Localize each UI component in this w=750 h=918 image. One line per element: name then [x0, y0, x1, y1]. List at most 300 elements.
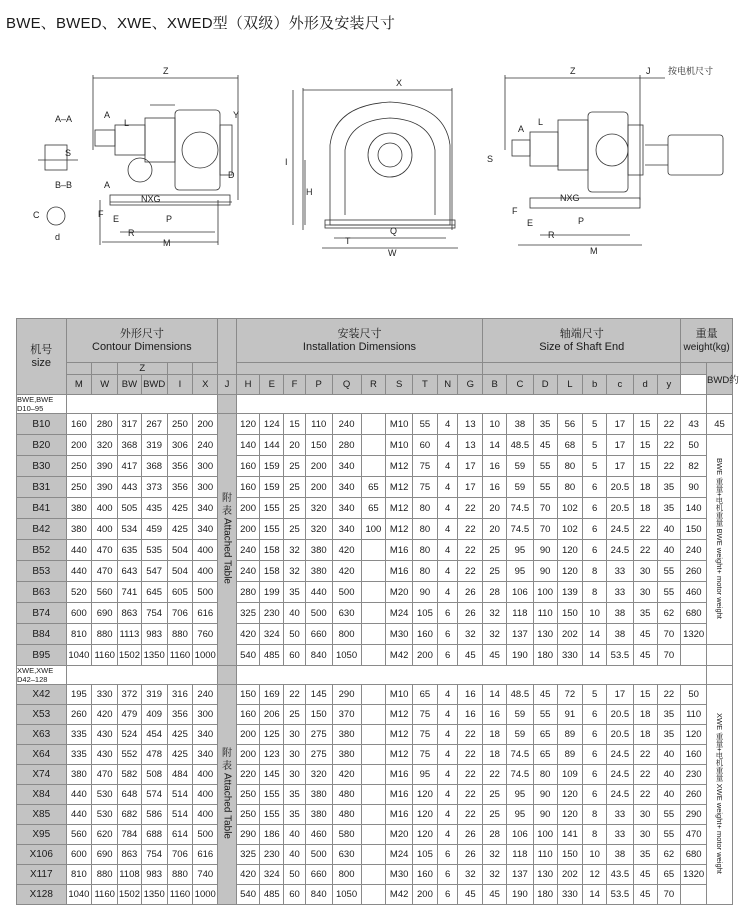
- value-cell: 35: [284, 582, 306, 603]
- value-cell: 45: [483, 645, 507, 666]
- value-cell: M12: [386, 456, 413, 477]
- column-header-b: b: [583, 375, 607, 395]
- value-cell: 43.5: [607, 865, 634, 885]
- table-row: [17, 825, 733, 845]
- value-cell: 195: [66, 685, 92, 705]
- front-view-drawing: [293, 88, 458, 248]
- label-m2: M: [590, 246, 598, 256]
- side-view-drawing: [38, 75, 238, 245]
- value-cell: 26: [458, 582, 483, 603]
- value-cell: 74.5: [506, 745, 533, 765]
- value-cell: 425: [167, 725, 193, 745]
- value-cell: 690: [92, 845, 118, 865]
- value-cell: 485: [260, 885, 284, 905]
- value-cell: 75: [413, 705, 438, 725]
- value-cell: M12: [386, 498, 413, 519]
- label-a3: A: [518, 124, 525, 134]
- value-cell: 4: [437, 456, 458, 477]
- z-header: Z: [118, 363, 168, 375]
- label-s2: S: [487, 154, 494, 164]
- value-cell: 90: [681, 477, 707, 498]
- table-row: [17, 603, 733, 624]
- value-cell: 105: [413, 603, 438, 624]
- contour-header: 外形尺寸 Contour Dimensions: [66, 319, 218, 363]
- value-cell: 682: [118, 805, 142, 825]
- value-cell: 30: [284, 745, 306, 765]
- value-cell: 40: [657, 745, 681, 765]
- value-cell: 75: [413, 477, 438, 498]
- value-cell: 800: [332, 624, 361, 645]
- value-cell: 53.5: [607, 645, 634, 666]
- model-cell: B53: [17, 561, 67, 582]
- value-cell: 25: [483, 561, 507, 582]
- band-blank: [66, 395, 218, 414]
- model-cell: X117: [17, 865, 67, 885]
- model-cell: X63: [17, 725, 67, 745]
- column-header-i: I: [167, 375, 193, 395]
- label-a1: A: [104, 110, 111, 120]
- value-cell: 16: [483, 477, 507, 498]
- value-cell: 863: [118, 845, 142, 865]
- y-spacer: [681, 363, 707, 375]
- value-cell: 45: [458, 645, 483, 666]
- value-cell: 500: [305, 603, 332, 624]
- value-cell: 160: [413, 865, 438, 885]
- value-cell: 45: [633, 865, 657, 885]
- value-cell: 17: [607, 456, 634, 477]
- label-r2: R: [548, 230, 555, 240]
- value-cell: 40: [284, 603, 306, 624]
- value-cell: 316: [167, 685, 193, 705]
- value-cell: M42: [386, 885, 413, 905]
- value-cell: 420: [332, 540, 361, 561]
- value-cell: 80: [413, 561, 438, 582]
- value-cell: 6: [437, 624, 458, 645]
- value-cell: 356: [167, 477, 193, 498]
- value-cell: 380: [305, 561, 332, 582]
- value-cell: 59: [506, 705, 533, 725]
- value-cell: 500: [193, 582, 218, 603]
- value-cell: 540: [236, 645, 260, 666]
- value-cell: 120: [681, 725, 707, 745]
- group-label-bwe: BWE,BWE D10–95: [17, 395, 67, 414]
- value-cell: 540: [236, 885, 260, 905]
- value-cell: 435: [141, 498, 167, 519]
- value-cell: 400: [193, 765, 218, 785]
- value-cell: 15: [633, 456, 657, 477]
- shaft-spacer: [483, 363, 681, 375]
- value-cell: M16: [386, 805, 413, 825]
- value-cell: 4: [437, 785, 458, 805]
- value-cell: 417: [118, 456, 142, 477]
- value-cell: 535: [141, 540, 167, 561]
- model-cell: X42: [17, 685, 67, 705]
- table-row: [17, 540, 733, 561]
- bwd-weight-cell: 45: [707, 414, 733, 435]
- value-cell: 400: [92, 498, 118, 519]
- value-cell: 430: [92, 725, 118, 745]
- value-cell: 1160: [167, 885, 193, 905]
- page-title: BWE、BWED、XWE、XWED型（双级）外形及安装尺寸: [6, 15, 396, 32]
- value-cell: 20.5: [607, 725, 634, 745]
- value-cell: 6: [437, 885, 458, 905]
- value-cell: 202: [557, 624, 583, 645]
- value-cell: 120: [557, 805, 583, 825]
- value-cell: 43: [681, 414, 707, 435]
- table-row: [17, 582, 733, 603]
- value-cell: 150: [557, 603, 583, 624]
- column-header-d: D: [533, 375, 557, 395]
- value-cell: 200: [413, 645, 438, 666]
- label-l2: L: [538, 117, 544, 127]
- value-cell: 5: [583, 435, 607, 456]
- value-cell: 534: [118, 519, 142, 540]
- value-cell: 102: [557, 498, 583, 519]
- value-cell: 1160: [167, 645, 193, 666]
- value-cell: 605: [167, 582, 193, 603]
- value-cell: 180: [533, 645, 557, 666]
- value-cell: 45: [633, 624, 657, 645]
- value-cell: 340: [332, 477, 361, 498]
- shaft-header: 轴端尺寸 Size of Shaft End: [483, 319, 681, 363]
- model-cell: B63: [17, 582, 67, 603]
- table-row: [17, 414, 733, 435]
- value-cell: [361, 685, 386, 705]
- j-spacer: [218, 319, 237, 375]
- value-cell: 158: [260, 561, 284, 582]
- value-cell: 340: [332, 519, 361, 540]
- column-header-n: N: [437, 375, 458, 395]
- value-cell: 620: [92, 825, 118, 845]
- label-aa: A–A: [55, 114, 73, 124]
- column-header-m: M: [66, 375, 92, 395]
- value-cell: [361, 745, 386, 765]
- value-cell: 420: [236, 865, 260, 885]
- value-cell: 40: [657, 765, 681, 785]
- value-cell: 60: [284, 885, 306, 905]
- value-cell: [361, 582, 386, 603]
- value-cell: 106: [506, 825, 533, 845]
- value-cell: [361, 845, 386, 865]
- value-cell: 400: [193, 561, 218, 582]
- value-cell: 6: [583, 498, 607, 519]
- weight-note: BWE 重量+电机重量 BWE weight+ motor weight: [707, 435, 733, 645]
- value-cell: 1320: [681, 624, 707, 645]
- value-cell: 75: [413, 745, 438, 765]
- value-cell: 230: [260, 603, 284, 624]
- value-cell: 320: [92, 435, 118, 456]
- value-cell: 120: [557, 785, 583, 805]
- value-cell: 6: [583, 477, 607, 498]
- value-cell: 25: [483, 805, 507, 825]
- install-spacer: [236, 363, 483, 375]
- value-cell: 124: [260, 414, 284, 435]
- m-spacer: [66, 363, 92, 375]
- table-row: [17, 885, 733, 905]
- value-cell: 20: [284, 435, 306, 456]
- value-cell: M12: [386, 745, 413, 765]
- value-cell: 380: [305, 805, 332, 825]
- value-cell: 600: [66, 603, 92, 624]
- value-cell: M30: [386, 624, 413, 645]
- value-cell: 202: [557, 865, 583, 885]
- value-cell: 200: [305, 477, 332, 498]
- value-cell: 240: [236, 561, 260, 582]
- band-blank: [236, 666, 706, 685]
- value-cell: 160: [236, 705, 260, 725]
- value-cell: 100: [361, 519, 386, 540]
- column-header-f: F: [284, 375, 306, 395]
- value-cell: 4: [437, 414, 458, 435]
- value-cell: 16: [483, 456, 507, 477]
- value-cell: 4: [437, 825, 458, 845]
- value-cell: 24.5: [607, 745, 634, 765]
- model-header: 机号 size: [17, 319, 67, 395]
- value-cell: 45: [633, 885, 657, 905]
- value-cell: 290: [681, 805, 707, 825]
- column-header-w: W: [92, 375, 118, 395]
- value-cell: M10: [386, 685, 413, 705]
- value-cell: 206: [260, 705, 284, 725]
- value-cell: 59: [506, 725, 533, 745]
- value-cell: 10: [583, 845, 607, 865]
- value-cell: 22: [458, 745, 483, 765]
- value-cell: 250: [66, 456, 92, 477]
- value-cell: 137: [506, 624, 533, 645]
- value-cell: 22: [458, 519, 483, 540]
- value-cell: 32: [483, 603, 507, 624]
- value-cell: 372: [118, 685, 142, 705]
- value-cell: 89: [557, 725, 583, 745]
- value-cell: 22: [657, 414, 681, 435]
- table-row: [17, 725, 733, 745]
- value-cell: 200: [236, 745, 260, 765]
- value-cell: 547: [141, 561, 167, 582]
- value-cell: 28: [483, 825, 507, 845]
- value-cell: 4: [437, 765, 458, 785]
- value-cell: 22: [657, 456, 681, 477]
- value-cell: 484: [167, 765, 193, 785]
- value-cell: [681, 885, 707, 905]
- value-cell: 340: [193, 498, 218, 519]
- value-cell: 4: [437, 705, 458, 725]
- label-t: T: [345, 236, 351, 246]
- value-cell: 1350: [141, 645, 167, 666]
- label-c1: C: [33, 210, 40, 220]
- label-y: Y: [233, 110, 240, 120]
- label-j: J: [646, 66, 651, 76]
- value-cell: 32: [483, 865, 507, 885]
- value-cell: 80: [413, 498, 438, 519]
- value-cell: 90: [533, 785, 557, 805]
- value-cell: 240: [193, 685, 218, 705]
- column-header-bwd: BWD: [141, 375, 167, 395]
- value-cell: 50: [284, 624, 306, 645]
- value-cell: 100: [533, 825, 557, 845]
- value-cell: 400: [193, 785, 218, 805]
- value-cell: 35: [657, 477, 681, 498]
- band-separator: [218, 666, 237, 685]
- value-cell: 55: [657, 825, 681, 845]
- value-cell: 139: [557, 582, 583, 603]
- value-cell: 33: [607, 825, 634, 845]
- value-cell: 1050: [332, 645, 361, 666]
- value-cell: 4: [437, 477, 458, 498]
- column-header-bw: BW: [118, 375, 142, 395]
- table-row: [17, 498, 733, 519]
- value-cell: 425: [167, 745, 193, 765]
- value-cell: 810: [66, 624, 92, 645]
- value-cell: 14: [483, 435, 507, 456]
- value-cell: 30: [633, 561, 657, 582]
- value-cell: 35: [284, 785, 306, 805]
- value-cell: 50: [681, 685, 707, 705]
- value-cell: 1040: [66, 645, 92, 666]
- value-cell: 95: [413, 765, 438, 785]
- model-cell: B20: [17, 435, 67, 456]
- value-cell: 32: [284, 540, 306, 561]
- table-row: [17, 477, 733, 498]
- value-cell: 368: [118, 435, 142, 456]
- value-cell: 17: [458, 456, 483, 477]
- value-cell: 35: [657, 705, 681, 725]
- value-cell: 275: [305, 745, 332, 765]
- value-cell: 648: [118, 785, 142, 805]
- value-cell: 380: [66, 765, 92, 785]
- value-cell: 880: [92, 624, 118, 645]
- value-cell: 130: [533, 624, 557, 645]
- column-header-g: G: [458, 375, 483, 395]
- value-cell: 409: [141, 705, 167, 725]
- value-cell: 60: [413, 435, 438, 456]
- value-cell: 1320: [681, 865, 707, 885]
- model-cell: B30: [17, 456, 67, 477]
- value-cell: 91: [557, 705, 583, 725]
- value-cell: 70: [533, 519, 557, 540]
- table-row: [17, 865, 733, 885]
- value-cell: 45: [633, 645, 657, 666]
- value-cell: 12: [583, 865, 607, 885]
- dimension-table: [16, 318, 739, 905]
- value-cell: 983: [141, 865, 167, 885]
- value-cell: 6: [583, 519, 607, 540]
- value-cell: 420: [92, 705, 118, 725]
- value-cell: 80: [533, 765, 557, 785]
- value-cell: 504: [167, 561, 193, 582]
- value-cell: 22: [633, 785, 657, 805]
- value-cell: M12: [386, 725, 413, 745]
- value-cell: 330: [557, 645, 583, 666]
- value-cell: 440: [66, 805, 92, 825]
- value-cell: [681, 645, 707, 666]
- column-header-p: P: [305, 375, 332, 395]
- value-cell: 380: [332, 745, 361, 765]
- column-header-r: R: [361, 375, 386, 395]
- value-cell: 425: [167, 498, 193, 519]
- value-cell: M10: [386, 435, 413, 456]
- value-cell: 470: [92, 540, 118, 561]
- value-cell: 290: [332, 685, 361, 705]
- label-h: H: [306, 187, 313, 197]
- label-w: W: [388, 248, 397, 258]
- value-cell: 14: [583, 885, 607, 905]
- column-header-d: d: [633, 375, 657, 395]
- value-cell: 6: [437, 645, 458, 666]
- table-row: [17, 845, 733, 865]
- table-row: [17, 805, 733, 825]
- table-row: [17, 765, 733, 785]
- column-header-c: C: [506, 375, 533, 395]
- value-cell: 14: [583, 624, 607, 645]
- value-cell: 150: [236, 685, 260, 705]
- value-cell: 62: [657, 603, 681, 624]
- value-cell: 65: [413, 685, 438, 705]
- value-cell: 65: [361, 498, 386, 519]
- value-cell: 159: [260, 456, 284, 477]
- value-cell: 56: [557, 414, 583, 435]
- value-cell: 70: [657, 624, 681, 645]
- value-cell: [361, 456, 386, 477]
- value-cell: 17: [607, 685, 634, 705]
- value-cell: 150: [557, 845, 583, 865]
- value-cell: 500: [305, 845, 332, 865]
- value-cell: [361, 645, 386, 666]
- value-cell: 20.5: [607, 498, 634, 519]
- value-cell: 454: [141, 725, 167, 745]
- value-cell: 680: [681, 603, 707, 624]
- band-blank: [707, 666, 733, 685]
- band-separator: [218, 395, 237, 414]
- model-cell: B10: [17, 414, 67, 435]
- value-cell: 660: [305, 865, 332, 885]
- label-p1: P: [166, 214, 173, 224]
- value-cell: 25: [284, 456, 306, 477]
- value-cell: 62: [657, 845, 681, 865]
- value-cell: 24.5: [607, 765, 634, 785]
- value-cell: 400: [193, 540, 218, 561]
- value-cell: 470: [92, 561, 118, 582]
- value-cell: 72: [557, 685, 583, 705]
- value-cell: 110: [533, 603, 557, 624]
- value-cell: 130: [533, 865, 557, 885]
- value-cell: 102: [557, 519, 583, 540]
- value-cell: 80: [557, 477, 583, 498]
- value-cell: 420: [332, 561, 361, 582]
- value-cell: 380: [332, 725, 361, 745]
- value-cell: 390: [92, 477, 118, 498]
- value-cell: [361, 825, 386, 845]
- value-cell: 200: [236, 519, 260, 540]
- value-cell: 160: [681, 745, 707, 765]
- label-d1: D: [228, 170, 235, 180]
- value-cell: 300: [193, 456, 218, 477]
- value-cell: 530: [92, 785, 118, 805]
- value-cell: 38: [607, 624, 634, 645]
- value-cell: [361, 865, 386, 885]
- value-cell: 50: [681, 435, 707, 456]
- value-cell: 6: [583, 785, 607, 805]
- value-cell: 48.5: [506, 435, 533, 456]
- value-cell: 118: [506, 603, 533, 624]
- value-cell: 319: [141, 685, 167, 705]
- value-cell: 15: [633, 685, 657, 705]
- value-cell: 1108: [118, 865, 142, 885]
- value-cell: 4: [437, 435, 458, 456]
- value-cell: 48.5: [506, 685, 533, 705]
- label-z1: Z: [163, 66, 169, 76]
- value-cell: 110: [305, 414, 332, 435]
- value-cell: 35: [284, 805, 306, 825]
